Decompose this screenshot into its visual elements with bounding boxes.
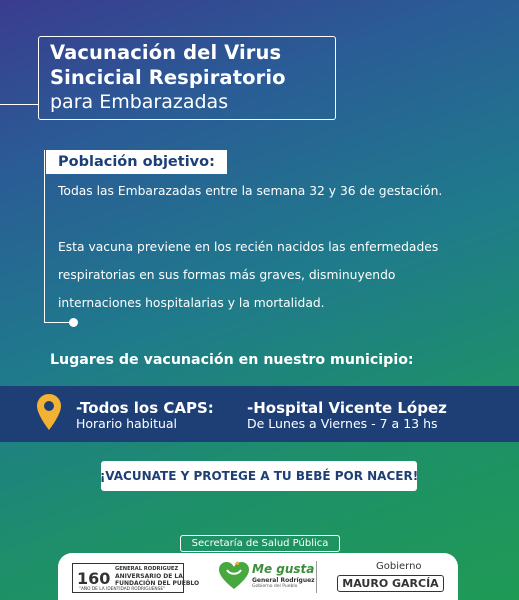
description-line-1: Esta vacuna previene en los recién nacidos las enfermedades: [58, 240, 439, 254]
footer-logos: [58, 553, 458, 600]
megusta-sub2: Gobierno del Pueblo: [252, 584, 298, 589]
title-line-2: Sincicial Respiratorio: [50, 66, 286, 89]
cta-banner: ¡VACUNATE Y PROTEGE A TU BEBÉ POR NACER!: [101, 461, 417, 491]
gobierno-label: Gobierno: [376, 561, 422, 572]
lugares-heading: Lugares de vacunación en nuestro municipio:: [50, 352, 414, 368]
location-hospital-title: -Hospital Vicente López: [247, 399, 447, 417]
logo-160-line4: "AÑO DE LA IDENTIDAD RODRIGUENSE": [79, 587, 166, 592]
mauro-garcia-logo: MAURO GARCÍA: [337, 575, 444, 592]
poblacion-text: Todas las Embarazadas entre la semana 32 y 36 de gestación.: [58, 184, 443, 198]
location-caps-detail: Horario habitual: [76, 416, 178, 431]
poblacion-label: Población objetivo:: [46, 150, 227, 174]
description-line-2: respiratorias en sus formas más graves, disminuyendo: [58, 268, 396, 282]
logo-160-line3: FUNDACIÓN DEL PUEBLO: [115, 580, 200, 587]
megusta-text: Me gusta: [252, 562, 315, 576]
logo-160-line1: GENERAL RODRIGUEZ: [115, 566, 179, 572]
connector-line-vertical: [44, 150, 45, 322]
connector-line-bottom: [44, 322, 72, 323]
aniversario-160-logo: [72, 563, 200, 593]
logo-160-number: 160: [77, 569, 111, 588]
title-line-1: Vacunación del Virus: [50, 41, 282, 64]
megusta-sub1: General Rodríguez: [252, 577, 315, 584]
secretaria-label: Secretaría de Salud Pública: [180, 535, 340, 552]
connector-dot: [69, 318, 78, 327]
footer-divider: [316, 561, 317, 593]
connector-line-top: [0, 104, 38, 105]
logo-160-line2: ANIVERSARIO DE LA: [115, 573, 183, 580]
location-caps-title: -Todos los CAPS:: [76, 399, 214, 417]
location-hospital-detail: De Lunes a Viernes - 7 a 13 hs: [247, 416, 438, 431]
description-line-3: internaciones hospitalarias y la mortalidad.: [58, 296, 325, 310]
location-pin-icon: [36, 393, 62, 431]
title-line-3: para Embarazadas: [50, 91, 229, 113]
heart-logo-icon: [218, 561, 250, 591]
